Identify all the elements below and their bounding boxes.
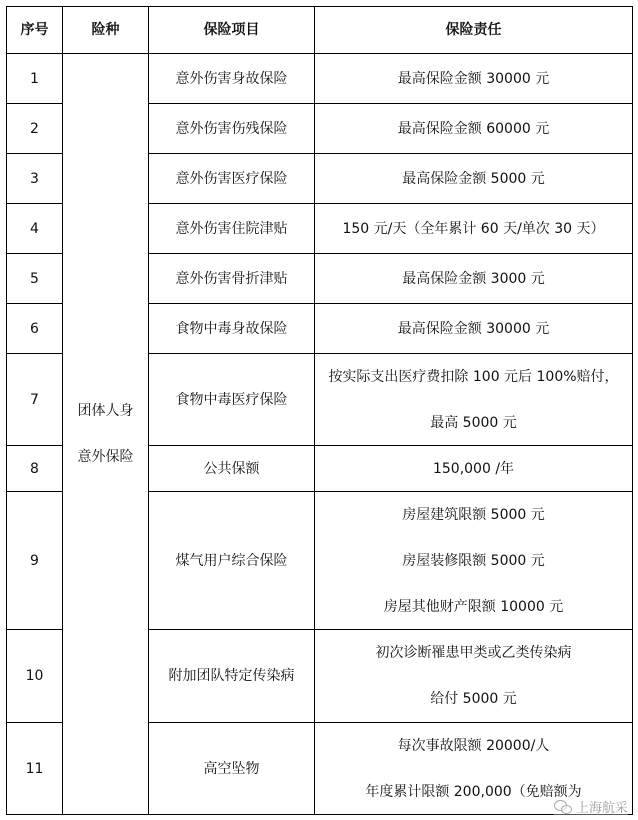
row-item: 附加团队特定传染病: [149, 630, 315, 723]
row-no: 1: [7, 54, 63, 104]
row-no: 9: [7, 492, 63, 630]
row-item: 意外伤害伤残保险: [149, 104, 315, 154]
insurance-type-line: 团体人身: [77, 403, 134, 419]
row-item: 高空坠物: [149, 723, 315, 815]
row-liability: [315, 492, 633, 630]
liability-line: 房屋建筑限额 5000 元: [402, 506, 545, 523]
header-row: [7, 7, 633, 54]
row-liability: 最高保险金额 60000 元: [315, 104, 633, 154]
row-liability: 最高保险金额 30000 元: [315, 304, 633, 354]
row-liability: [315, 630, 633, 723]
insurance-type-line: 意外保险: [77, 449, 134, 465]
row-item: 意外伤害骨折津贴: [149, 254, 315, 304]
row-liability: 150,000 /年: [315, 446, 633, 492]
row-item: 公共保额: [149, 446, 315, 492]
watermark: [554, 797, 628, 816]
liability-line: 给付 5000 元: [430, 691, 517, 707]
row-no: 6: [7, 304, 63, 354]
row-item: 意外伤害医疗保险: [149, 154, 315, 204]
liability-line: 年度累计限额 200,000（免赔额为: [365, 783, 582, 800]
liability-line: 初次诊断罹患甲类或乙类传染病: [375, 645, 572, 661]
row-item: 食物中毒身故保险: [149, 304, 315, 354]
row-no: 10: [7, 630, 63, 723]
row-item: 意外伤害身故保险: [149, 54, 315, 104]
liability-line: 房屋其他财产限额 10000 元: [383, 598, 564, 615]
watermark-text: 上海航采: [575, 801, 628, 816]
row-liability: 150 元/天（全年累计 60 天/单次 30 天）: [315, 204, 633, 254]
liability-line: 最高 5000 元: [430, 414, 517, 431]
row-liability: 最高保险金额 5000 元: [315, 154, 633, 204]
row-liability: 最高保险金额 30000 元: [315, 54, 633, 104]
row-liability: [315, 354, 633, 446]
liability-line: 每次事故限额 20000/人: [397, 737, 550, 754]
liability-line: 按实际支出医疗费扣除 100 元后 100%赔付，: [328, 368, 619, 385]
wechat-icon: [554, 800, 572, 814]
row-no: 7: [7, 354, 63, 446]
row-liability: 最高保险金额 3000 元: [315, 254, 633, 304]
row-item: 食物中毒医疗保险: [149, 354, 315, 446]
row-no: 3: [7, 154, 63, 204]
liability-line: 房屋装修限额 5000 元: [402, 552, 545, 569]
row-item: 意外伤害住院津贴: [149, 204, 315, 254]
row-no: 11: [7, 723, 63, 815]
header-type: 险种: [63, 7, 149, 54]
row-item: 煤气用户综合保险: [149, 492, 315, 630]
header-item: 保险项目: [149, 7, 315, 54]
insurance-type-cell: [63, 54, 149, 815]
row-no: 4: [7, 204, 63, 254]
header-no: 序号: [7, 7, 63, 54]
row-no: 2: [7, 104, 63, 154]
header-liability: 保险责任: [315, 7, 633, 54]
row-no: 5: [7, 254, 63, 304]
row-no: 8: [7, 446, 63, 492]
insurance-table: [6, 6, 633, 815]
table-row: [7, 54, 633, 104]
